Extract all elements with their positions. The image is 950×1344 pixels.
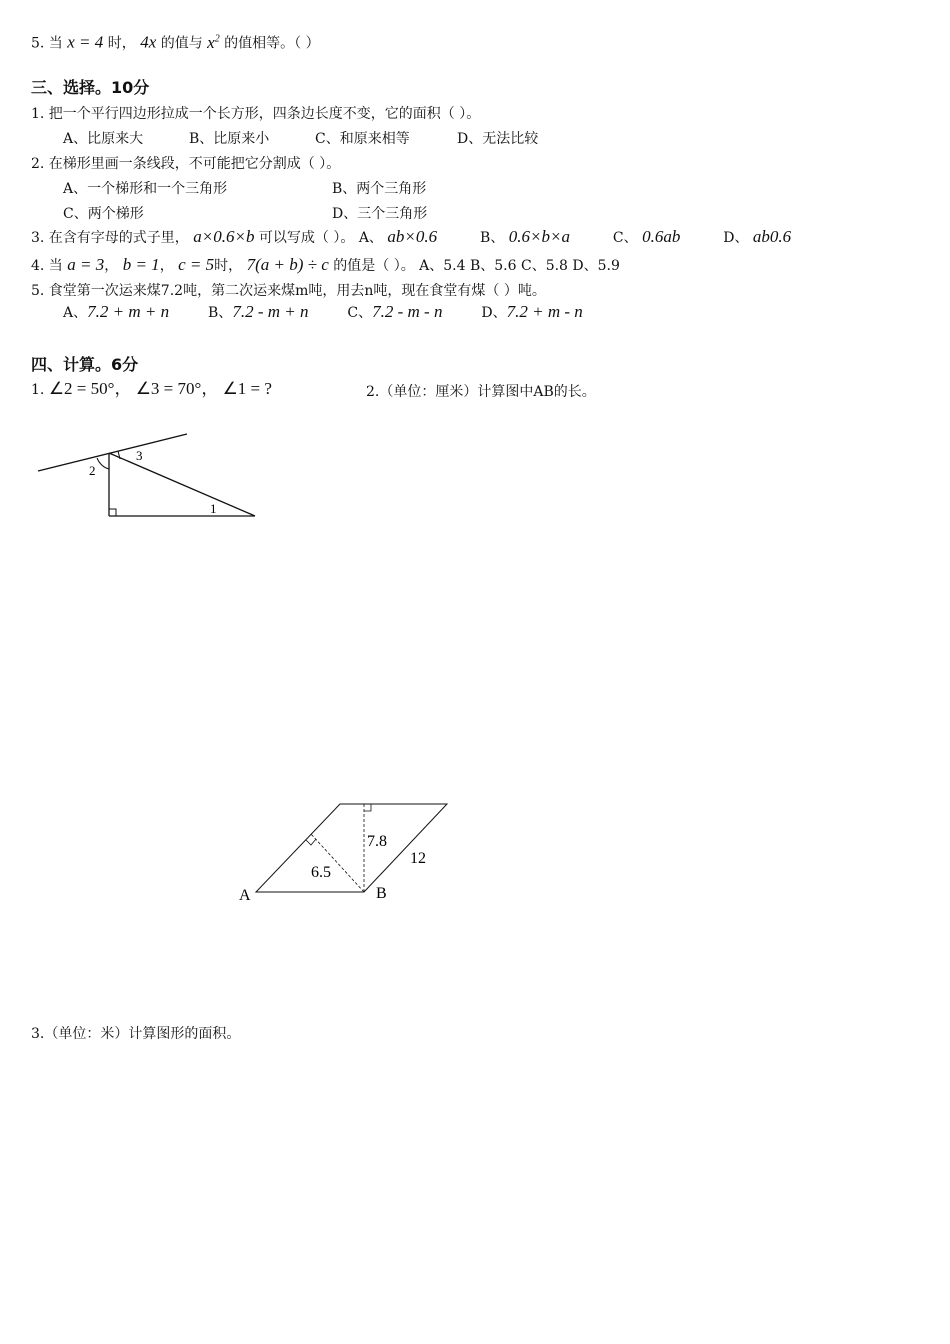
q3-option-c: 0.6ab bbox=[642, 227, 681, 246]
q5-option-a: 7.2 + m + n bbox=[87, 302, 170, 321]
s3-q5-stem: 5. 食堂第一次运来煤7.2吨，第二次运来煤m吨，用去n吨，现在食堂有煤（ ）吨。 bbox=[31, 283, 546, 299]
s3-q1-option-d: D、无法比较 bbox=[457, 131, 539, 147]
q5-option-c: 7.2 - m - n bbox=[372, 302, 443, 321]
expr-x-squared: $x^2$ bbox=[207, 32, 220, 52]
hypotenuse bbox=[109, 453, 255, 516]
q-suffix: 的值相等。（ ） bbox=[224, 35, 320, 52]
condition-expr: x = 4 bbox=[67, 32, 104, 52]
figure-triangle bbox=[0, 420, 300, 530]
q5-label-c: C、 bbox=[347, 305, 373, 321]
q5-label-a: A、 bbox=[63, 305, 88, 321]
q3-option-a: ab×0.6 bbox=[387, 227, 438, 246]
right-angle-mark-top bbox=[364, 804, 371, 811]
q-mid: 时， bbox=[107, 35, 136, 52]
angle-label-3: 3 bbox=[136, 448, 143, 463]
label-inner: 6.5 bbox=[311, 864, 331, 881]
q5-option-d: 7.2 + m - n bbox=[506, 302, 583, 321]
figure-parallelogram bbox=[230, 795, 470, 910]
q4-suffix: 的值是（ ）。 A、5.4 B、5.6 C、5.8 D、5.9 bbox=[333, 258, 620, 274]
q4-a-value: a = 3 bbox=[67, 255, 105, 274]
q3-option-d: ab0.6 bbox=[752, 227, 792, 246]
angle-label-1: 1 bbox=[210, 501, 217, 516]
s3-q1-option-c: C、和原来相等 bbox=[315, 131, 410, 147]
s3-q3 bbox=[31, 228, 791, 247]
q-mid: 的值与 bbox=[160, 35, 203, 52]
label-side: 12 bbox=[410, 850, 426, 867]
q4-expr: 7(a + b) ÷ c bbox=[246, 255, 329, 274]
q4-b-value: b = 1 bbox=[122, 255, 160, 274]
s3-q5-options bbox=[63, 303, 583, 322]
q5-label-d: D、 bbox=[481, 305, 507, 321]
section-3-heading: 三、选择。10分 bbox=[31, 78, 150, 97]
s3-q2-stem: 2. 在梯形里画一条线段，不可能把它分割成（ ）。 bbox=[31, 156, 341, 172]
s4-q1-number: 1. bbox=[31, 382, 45, 398]
s4-q2: 2.（单位：厘米）计算图中AB的长。 bbox=[366, 384, 596, 400]
q3-expr: a×0.6×b bbox=[193, 227, 255, 246]
q3-mid: 可以写成（ ）。 A、 bbox=[258, 230, 383, 246]
q3-option-b: 0.6×b×a bbox=[508, 227, 570, 246]
parallelogram-outline bbox=[256, 804, 447, 892]
s3-q1-option-a: A、比原来大 bbox=[63, 131, 144, 147]
s3-q2-option-d: D、三个三角形 bbox=[332, 206, 428, 222]
angle-2-arc bbox=[97, 458, 109, 469]
s3-q1-option-b: B、比原来小 bbox=[189, 131, 270, 147]
s3-q2-option-b: B、两个三角形 bbox=[332, 181, 427, 197]
expr-4x: 4x bbox=[140, 32, 157, 52]
slanted-line bbox=[38, 434, 187, 471]
q5-label-b: B、 bbox=[208, 305, 233, 321]
perpendicular-dashed bbox=[311, 834, 364, 892]
right-angle-mark bbox=[109, 509, 116, 516]
q3-label-c: C、 bbox=[612, 230, 638, 246]
q5-option-b: 7.2 - m + n bbox=[232, 302, 309, 321]
q4-mid: 时， bbox=[214, 258, 243, 274]
s4-q3: 3.（单位：米）计算图形的面积。 bbox=[31, 1026, 241, 1042]
label-a: A bbox=[239, 887, 251, 904]
s4-q1 bbox=[31, 380, 272, 399]
q3-label-b: B、 bbox=[480, 230, 505, 246]
s3-q2-option-c: C、两个梯形 bbox=[63, 206, 144, 222]
label-height: 7.8 bbox=[367, 833, 387, 850]
q3-prefix: 3. 在含有字母的式子里， bbox=[31, 230, 189, 246]
label-b: B bbox=[376, 885, 387, 902]
q4-prefix: 4. 当 bbox=[31, 258, 63, 274]
right-angle-mark-side bbox=[306, 839, 316, 845]
question-2-5 bbox=[31, 30, 320, 53]
s3-q2-option-a: A、一个梯形和一个三角形 bbox=[63, 181, 228, 197]
angle-label-2: 2 bbox=[89, 463, 96, 478]
q-prefix: 5. 当 bbox=[31, 35, 63, 52]
q4-c-value: c = 5 bbox=[178, 255, 215, 274]
q3-label-d: D、 bbox=[723, 230, 749, 246]
s3-q4: 4. 当 a = 3， b = 1， c = 5时， 7(a + b) ÷ c 的值是（ ）。 A、5.4 B、5.6 C、5.8 D、5.9 bbox=[31, 255, 620, 274]
section-4-heading: 四、计算。6分 bbox=[31, 355, 139, 374]
s4-q1-expr: ∠2 = 50°， ∠3 = 70°， ∠1 = ? bbox=[48, 379, 272, 398]
s3-q1-stem: 1. 把一个平行四边形拉成一个长方形，四条边长度不变，它的面积（ ）。 bbox=[31, 106, 481, 122]
